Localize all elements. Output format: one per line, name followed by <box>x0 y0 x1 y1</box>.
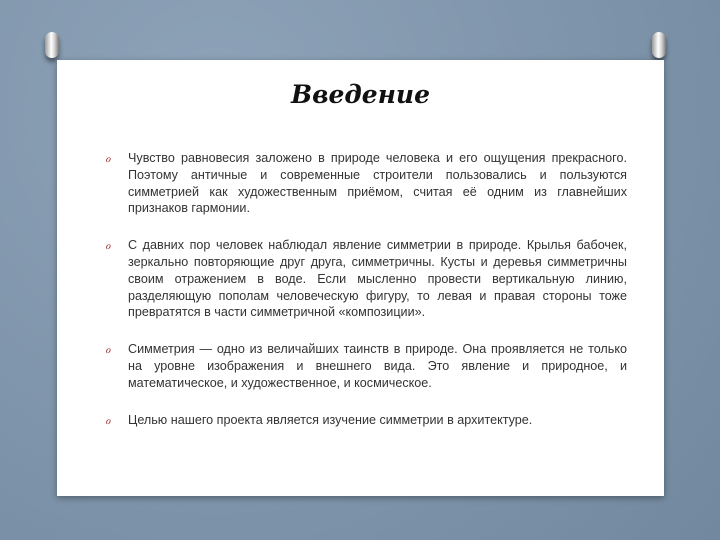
slide-card <box>57 60 664 496</box>
bullet-list <box>105 150 627 448</box>
bullet-text: Чувство равновесия заложено в природе человека и его ощущения прекрасного. Поэтому античные и современные строители пользовались и пользуются симметрией как художественным приёмом, считая её одним из главнейших признаков гармонии. <box>128 151 627 216</box>
bullet-text: Целью нашего проекта является изучение симметрии в архитектуре. <box>128 412 533 427</box>
list-item <box>105 237 627 321</box>
bullet-icon: ℴ <box>105 238 111 253</box>
list-item <box>105 150 627 217</box>
pin-left-icon <box>45 32 59 58</box>
list-item <box>105 341 627 391</box>
bullet-icon: ℴ <box>105 342 111 357</box>
slide-title: Введение <box>290 80 431 109</box>
bullet-icon: ℴ <box>105 412 111 427</box>
list-item <box>105 412 627 429</box>
pin-right-icon <box>652 32 666 58</box>
bullet-text: С давних пор человек наблюдал явление симметрии в природе. Крылья бабочек, зеркально повторяющие друг друга, симметричны. Кусты и деревья симметричны своим отражением в воде. Если мысленно провести вертикальную линию, разделяющую пополам человеческую фигуру, то левая и правая стороны тоже превратятся в части симметричной «композиции». <box>128 238 627 320</box>
bullet-icon: ℴ <box>105 151 111 165</box>
bullet-text: Симметрия — одно из величайших таинств в природе. Она проявляется не только на уровне изображения и внешнего вида. Это явление и природное, и математическое, и художественное, и космическое. <box>128 342 627 390</box>
